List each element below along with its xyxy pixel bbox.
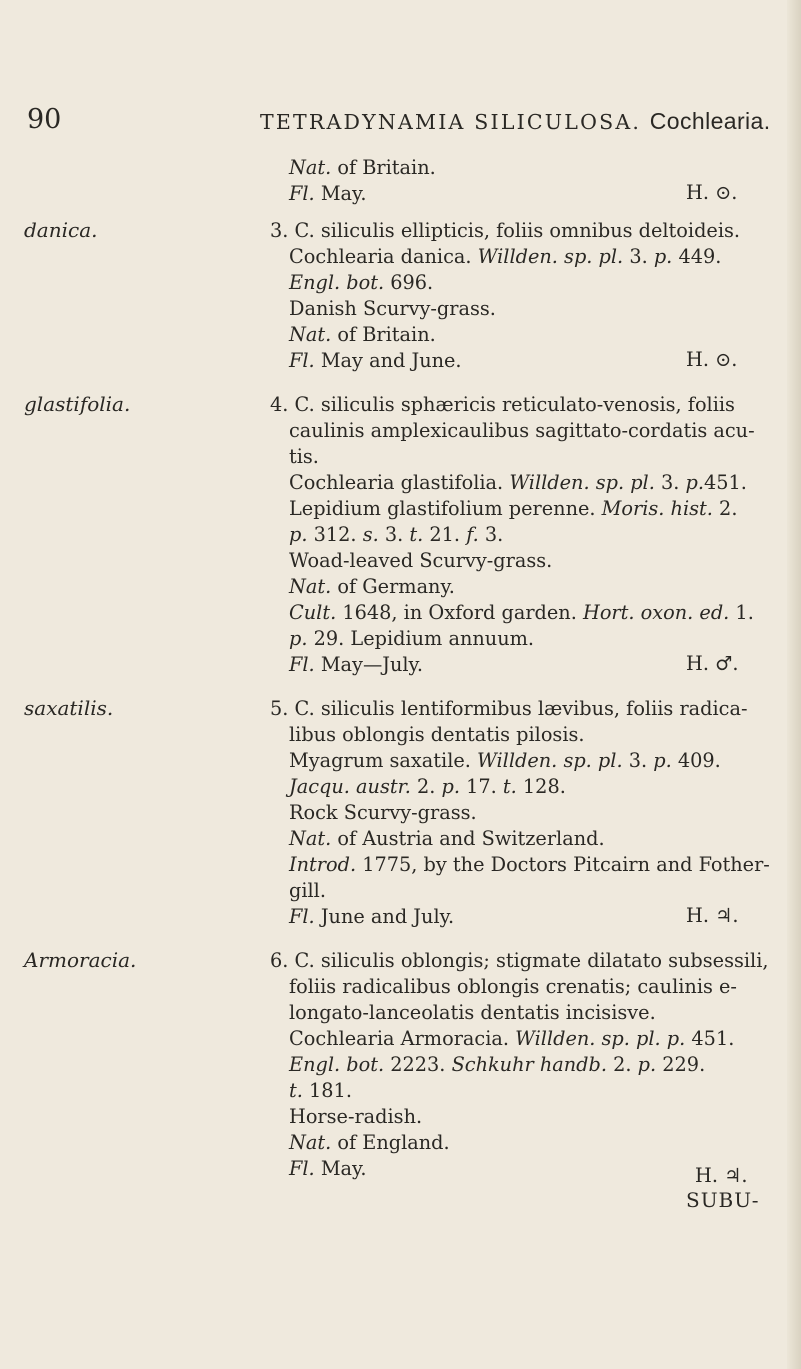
entry-6-diagnosis-2: foliis radicalibus oblongis crenatis; caulinis e- (289, 975, 737, 998)
prev-flowering-line: Fl. May. (289, 182, 367, 205)
entry-5-synonym: Myagrum saxatile. Willden. sp. pl. 3. p. 409. (289, 749, 721, 772)
entry-6-reference-2: t. 181. (289, 1079, 352, 1102)
entry-3-hardiness: H. ⊙. (686, 348, 738, 371)
page-edge (787, 0, 801, 1369)
page-number: 90 (27, 104, 62, 135)
entry-6-diagnosis-3: longato-lanceolatis dentatis incisisve. (289, 1001, 656, 1024)
entry-5-reference: Jacqu. austr. 2. p. 17. t. 128. (289, 775, 566, 798)
entry-4-hardiness: H. ♂. (686, 652, 739, 675)
entry-3-synonym: Cochlearia danica. Willden. sp. pl. 3. p. 449. (289, 245, 722, 268)
entry-4-synonym-3: p. 312. s. 3. t. 21. f. 3. (289, 523, 504, 546)
entry-4-native: Nat. of Germany. (289, 575, 455, 598)
entry-6-reference: Engl. bot. 2223. Schkuhr handb. 2. p. 229. (289, 1053, 706, 1076)
running-header (0, 104, 801, 144)
entry-3-diagnosis: 3. C. siliculis ellipticis, foliis omnibus deltoideis. (270, 219, 741, 242)
entry-5-introduced-2: gill. (289, 879, 326, 902)
prev-native-line: Nat. of Britain. (289, 156, 436, 179)
entry-4-diagnosis-2: caulinis amplexicaulibus sagittato-cordatis acu- (289, 419, 755, 442)
entry-6-diagnosis-1: 6. C. siliculis oblongis; stigmate dilatato subsessili, (270, 949, 769, 972)
entry-4-diagnosis-1: 4. C. siliculis sphæricis reticulato-venosis, foliis (270, 393, 735, 416)
margin-name-glastifolia: glastifolia. (24, 392, 131, 416)
entry-6-hardiness: H. ♃. (695, 1164, 748, 1187)
margin-name-saxatilis: saxatilis. (24, 696, 114, 720)
entry-6-native: Nat. of England. (289, 1131, 450, 1154)
entry-5-diagnosis-2: libus oblongis dentatis pilosis. (289, 723, 585, 746)
entry-4-synonym-1: Cochlearia glastifolia. Willden. sp. pl. 3. p.451. (289, 471, 747, 494)
entry-4-common-name: Woad-leaved Scurvy-grass. (289, 549, 553, 572)
entry-4-diagnosis-3: tis. (289, 445, 319, 468)
entry-5-hardiness: H. ♃. (686, 904, 739, 927)
entry-6-synonym: Cochlearia Armoracia. Willden. sp. pl. p. 451. (289, 1027, 735, 1050)
entry-3-flowering: Fl. May and June. (289, 349, 462, 372)
entry-3-native: Nat. of Britain. (289, 323, 436, 346)
entry-3-reference: Engl. bot. 696. (289, 271, 434, 294)
entry-5-common-name: Rock Scurvy-grass. (289, 801, 477, 824)
entry-4-cultivation: Cult. 1648, in Oxford garden. Hort. oxon. ed. 1. (289, 601, 754, 624)
entry-5-diagnosis-1: 5. C. siliculis lentiformibus lævibus, foliis radica- (270, 697, 748, 720)
entry-6-common-name: Horse-radish. (289, 1105, 423, 1128)
entry-4-flowering: Fl. May—July. (289, 653, 424, 676)
entry-5-flowering: Fl. June and July. (289, 905, 455, 928)
genus-title: Cochlearia. (649, 108, 771, 134)
entry-4-synonym-2: Lepidium glastifolium perenne. Moris. hist. 2. (289, 497, 738, 520)
catchword: SUBU- (686, 1188, 760, 1212)
entry-3-common-name: Danish Scurvy-grass. (289, 297, 496, 320)
entry-4-cultivation-2: p. 29. Lepidium annuum. (289, 627, 535, 650)
prev-hardiness: H. ⊙. (686, 181, 738, 204)
entry-6-flowering: Fl. May. (289, 1157, 367, 1180)
running-title: TETRADYNAMIA SILICULOSA. Cochlearia. (260, 108, 771, 134)
entry-5-native: Nat. of Austria and Switzerland. (289, 827, 605, 850)
margin-name-danica: danica. (24, 218, 98, 242)
entry-5-introduced: Introd. 1775, by the Doctors Pitcairn and Fother- (289, 853, 770, 876)
margin-name-armoracia: Armoracia. (24, 948, 137, 972)
